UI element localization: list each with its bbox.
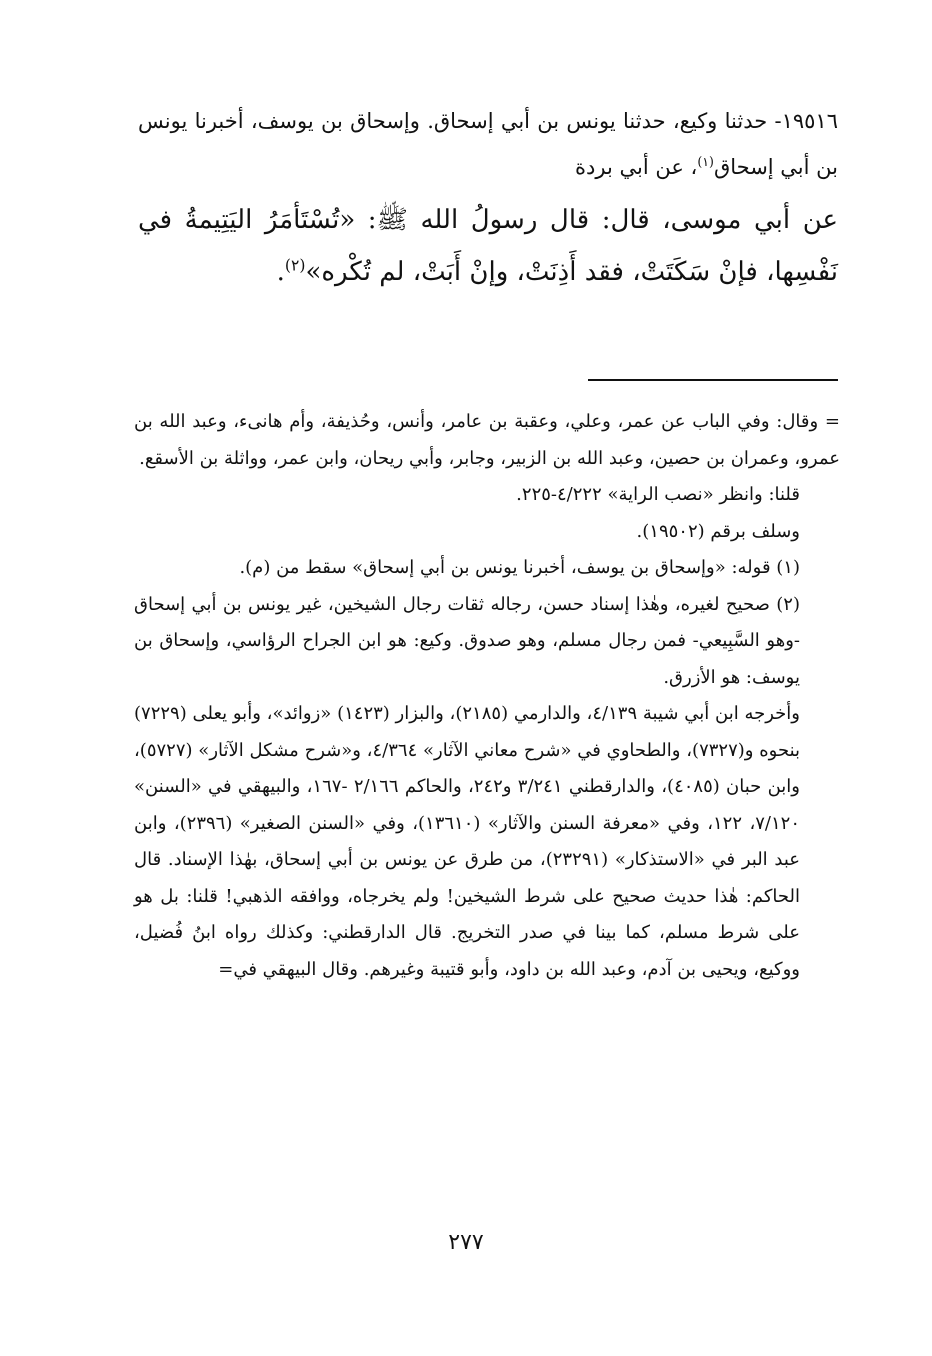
page-number: ٢٧٧ [448,1230,484,1255]
footnote-ref-2[interactable]: (٢) [284,256,306,275]
isnad-tail: ، عن أبي بردة [575,155,698,179]
footnote-1: (١) قوله: «وإسحاق بن يوسف، أخبرنا يونس بن أبي إسحاق» سقط من (م). [239,557,800,578]
matn-end: . [276,257,285,287]
hadith-matn [138,194,838,298]
footnote-2: (٢) صحيح لغيره، وهٰذا إسناد حسن، رجاله ثقات رجال الشيخين، غير يونس بن أبي إسحاق -وهو السَّبِيعي- فمن رجال مسلم، وهو صدوق. وكيع: هو ابن الجراح الرؤاسي، وإسحاق بن يوسف: هو الأزرق. [134,593,800,688]
footnotes [134,404,840,988]
footnote-2-takhrij: وأخرجه ابن أبي شيبة ٤/١٣٩، والدارمي (٢١٨٥)، والبزار (١٤٢٣) «زوائد»، وأبو يعلى (٧٢٢٩) بنحوه و(٧٣٢٧)، والطحاوي في «شرح معاني الآثار» ٤/٣٦٤، و«شرح مشكل الآثار» (٥٧٢٧)، وابن حبان (٤٠٨٥)، والدارقطني ٣/٢٤١ و٢٤٢، والحاكم ٢/١٦٦ -١٦٧، والبيهقي في «السنن» ٧/١٢٠، ١٢٢، وفي «معرفة السنن والآثار» (١٣٦١٠)، وفي «السنن الصغير» (٢٣٩٦)، وابن عبد البر في «الاستذكار» (٢٣٢٩١)، من طرق عن يونس بن أبي إسحاق، بهٰذا الإسناد. قال الحاكم: هٰذا حديث صحيح على شرط الشيخين! ولم يخرجاه، ووافقه الذهبي! قلنا: بل هو على شرط مسلم، كما بينا في صدر التخريج. قال الدارقطني: وكذلك رواه ابنُ فُضيل، ووكيع، ويحيى بن آدم، وعبد الله بن داود، وأبو قتيبة وغيرهم. وقال البيهقي في= [134,703,801,980]
matn-text: عن أبي موسى، قال: قال رسولُ الله ﷺ: «تُسْتَأمَرُ اليَتِيمةُ في نَفْسِها، فإنْ سَكَتَتْ، فقد أَذِنَتْ، وإنْ أَبَتْ، لم تُكْره» [138,205,838,287]
footnote-previous-ref: وسلف برقم (١٩٥٠٢). [636,520,800,542]
footnote-separator [588,379,838,381]
footnote-see-also: قلنا: وانظر «نصب الراية» ٤/٢٢٢-٢٢٥. [516,484,800,505]
hadith-isnad [138,98,838,190]
main-text [138,98,838,298]
isnad-text: ١٩٥١٦- حدثنا وكيع، حدثنا يونس بن أبي إسحاق. وإسحاق بن يوسف، أخبرنا يونس بن أبي إسحاق [138,109,838,179]
footnote-ref-1[interactable]: (١) [697,154,714,169]
footnote-continuation: = وقال: وفي الباب عن عمر، وعلي، وعقبة بن عامر، وأنس، وحُذيفة، وأم هانىء، وعبد الله بن عمرو، وعمران بن حصين، وعبد الله بن الزبير، وجابر، وأبي ريحان، وابن عمر، وواثلة بن الأسقع. [134,411,840,469]
